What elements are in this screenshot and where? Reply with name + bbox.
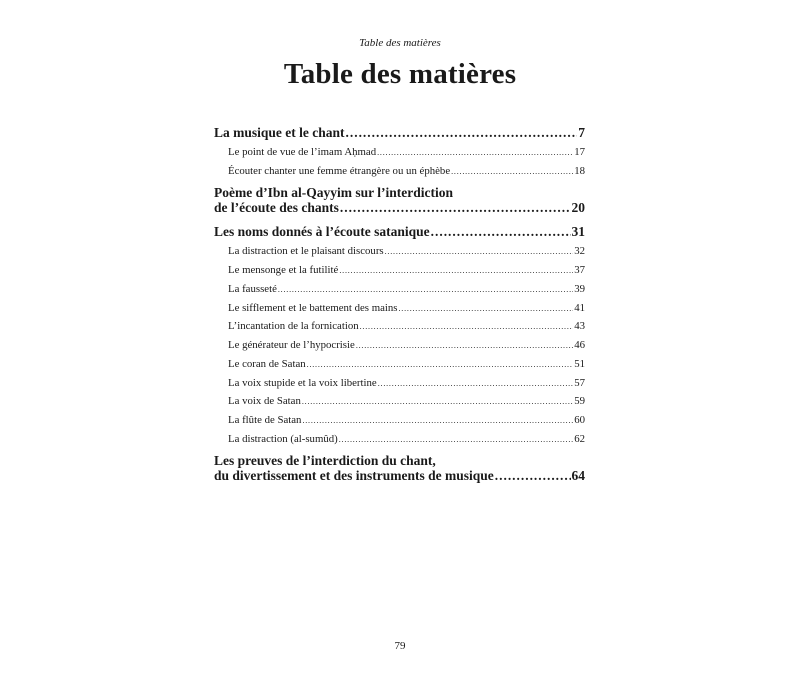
toc-page-number: 62 [574,433,585,445]
dot-leader [278,285,573,294]
toc-page-number: 64 [571,468,585,483]
toc-entry-label: La flûte de Satan [228,414,302,426]
running-head: Table des matières [359,37,441,49]
dot-leader [302,397,573,406]
toc-entry-label-line2: de l’écoute des chants [214,200,339,215]
toc-page-number: 51 [574,358,585,370]
toc-subentry[interactable] [228,245,585,257]
toc-entry-label-line1: Poème d’Ibn al-Qayyim sur l’interdiction [214,185,453,200]
toc-entry-label: Le mensonge et la futilité [228,264,339,276]
dot-leader [377,148,573,157]
toc-page-number: 31 [571,224,585,239]
toc-entry-label: Les noms donnés à l’écoute satanique [214,224,430,239]
toc-chapter-2[interactable] [214,185,585,215]
toc-subentry[interactable] [228,433,585,445]
toc-page-number: 37 [574,264,585,276]
toc-entry-label: L’incantation de la fornication [228,320,359,332]
toc-page-number: 17 [574,146,585,158]
dot-leader [385,247,574,256]
toc-entry-label: La distraction et le plaisant discours [228,245,384,257]
toc-entry-label: Écouter chanter une femme étrangère ou un éphèbe [228,165,451,177]
dot-leader [356,341,573,350]
dot-leader [302,416,573,425]
dot-leader [360,322,574,331]
toc-entry-label: La voix de Satan [228,395,301,407]
page-title: Table des matières [283,58,517,90]
toc-page-number: 39 [574,283,585,295]
toc-subentry[interactable] [228,358,585,370]
toc-subentry[interactable] [228,264,585,276]
dot-leader [307,360,574,369]
page-number: 79 [394,640,406,652]
toc-page-number: 18 [574,165,585,177]
toc-entry-label: Le générateur de l’hypocrisie [228,339,355,351]
toc-entry-label-line2: du divertissement et des instruments de musique [214,468,494,483]
toc-page-number: 57 [574,377,585,389]
toc-subentry[interactable] [228,146,585,158]
toc-entry-label: La musique et le chant [214,125,345,140]
toc-subentry[interactable] [228,283,585,295]
dot-leader [346,125,578,141]
toc-page-number: 20 [571,200,585,215]
toc-subentry[interactable] [228,395,585,407]
toc-entry-label-line1: Les preuves de l’interdiction du chant, [214,453,436,468]
toc-page-number: 46 [574,339,585,351]
dot-leader [495,468,571,483]
dot-leader [340,200,571,215]
toc-entry-label: La fausseté [228,283,277,295]
toc-page-number: 7 [578,125,585,140]
toc-page-number: 43 [574,320,585,332]
toc-subentry[interactable] [228,165,585,177]
toc-subentry[interactable] [228,377,585,389]
toc-page-number: 60 [574,414,585,426]
toc-page-number: 32 [574,245,585,257]
toc-chapter-3[interactable] [214,224,585,240]
toc-subentry[interactable] [228,302,585,314]
toc-subentry[interactable] [228,414,585,426]
dot-leader [378,379,573,388]
toc-subentry[interactable] [228,339,585,351]
toc-entry-label: Le sifflement et le battement des mains [228,302,398,314]
toc-page-number: 41 [574,302,585,314]
dot-leader [431,224,571,240]
toc-subentry[interactable] [228,320,585,332]
dot-leader [339,266,573,275]
toc-entry-label: La voix stupide et la voix libertine [228,377,377,389]
toc-entry-label: Le point de vue de l’imam Aḥmad [228,146,377,158]
dot-leader [339,435,573,444]
toc-entry-label: La distraction (al-sumûd) [228,433,338,445]
dot-leader [451,167,573,176]
toc-chapter-4[interactable] [214,453,585,483]
toc-entry-label: Le coran de Satan [228,358,306,370]
dot-leader [399,304,574,313]
toc-chapter-1[interactable] [214,125,585,141]
toc-page-number: 59 [574,395,585,407]
